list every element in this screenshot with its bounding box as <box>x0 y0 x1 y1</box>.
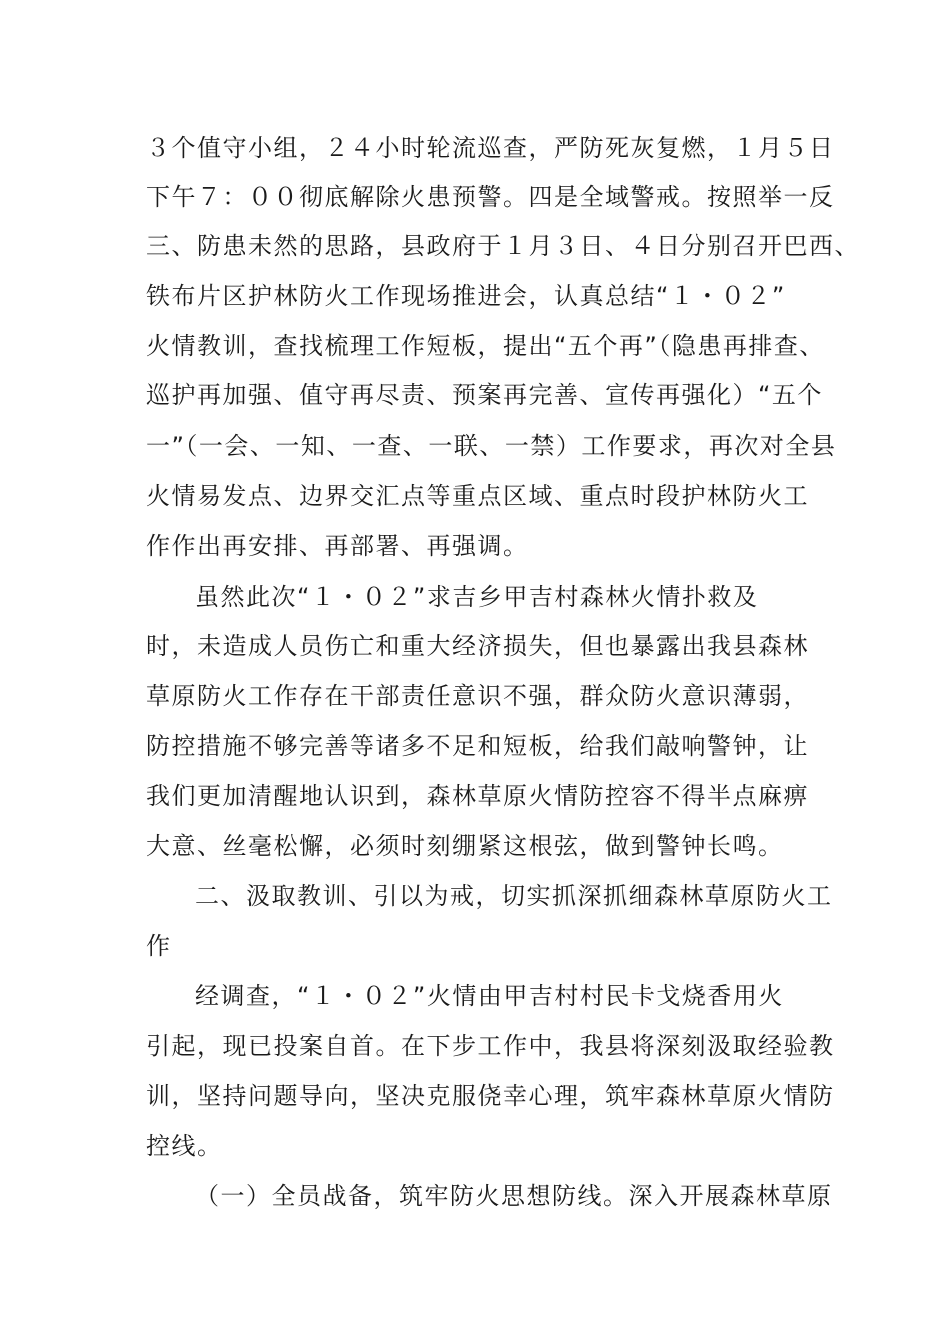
text-line: 作作出再安排、再部署、再强调。 <box>146 532 529 560</box>
text-line: 训，坚持问题导向，坚决克服侥幸心理，筑牢森林草原火情防 <box>146 1082 835 1110</box>
text-line: 控线。 <box>146 1132 223 1160</box>
text-line: 下午７：００彻底解除火患预警。四是全域警戒。按照举一反 <box>146 183 835 211</box>
text-line: 三、防患未然的思路，县政府于１月３日、４日分别召开巴西、 <box>146 232 860 260</box>
paragraph-first-line: 经调查，“１・０２”火情由甲吉村村民卡戈烧香用火 <box>195 982 784 1010</box>
text-line: 防控措施不够完善等诸多不足和短板，给我们敲响警钟，让 <box>146 732 809 760</box>
section-heading: 二、汲取教训、引以为戒，切实抓深抓细森林草原防火工 <box>195 882 833 910</box>
text-line: 巡护再加强、值守再尽责、预案再完善、宣传再强化）“五个 <box>146 381 823 409</box>
text-line: 引起，现已投案自首。在下步工作中，我县将深刻汲取经验教 <box>146 1032 835 1060</box>
text-line: 时，未造成人员伤亡和重大经济损失，但也暴露出我县森林 <box>146 632 809 660</box>
text-line: 我们更加清醒地认识到，森林草原火情防控容不得半点麻痹 <box>146 782 809 810</box>
paragraph-first-line: 虽然此次“１・０２”求吉乡甲吉村森林火情扑救及 <box>195 583 759 611</box>
text-line: 火情教训，查找梳理工作短板，提出“五个再”（隐患再排查、 <box>146 332 825 360</box>
text-line: ３个值守小组，２４小时轮流巡查，严防死灰复燃，１月５日 <box>146 134 835 162</box>
text-line: 草原防火工作存在干部责任意识不强，群众防火意识薄弱， <box>146 682 809 710</box>
text-line: 大意、丝毫松懈，必须时刻绷紧这根弦，做到警钟长鸣。 <box>146 832 784 860</box>
text-line: 火情易发点、边界交汇点等重点区域、重点时段护林防火工 <box>146 482 809 510</box>
text-line: 一”（一会、一知、一查、一联、一禁）工作要求，再次对全县 <box>146 432 837 460</box>
text-line: 铁布片区护林防火工作现场推进会，认真总结“１・０２” <box>146 282 786 310</box>
section-heading-continued: 作 <box>146 932 172 960</box>
paragraph-first-line: （一）全员战备，筑牢防火思想防线。深入开展森林草原 <box>195 1182 833 1210</box>
